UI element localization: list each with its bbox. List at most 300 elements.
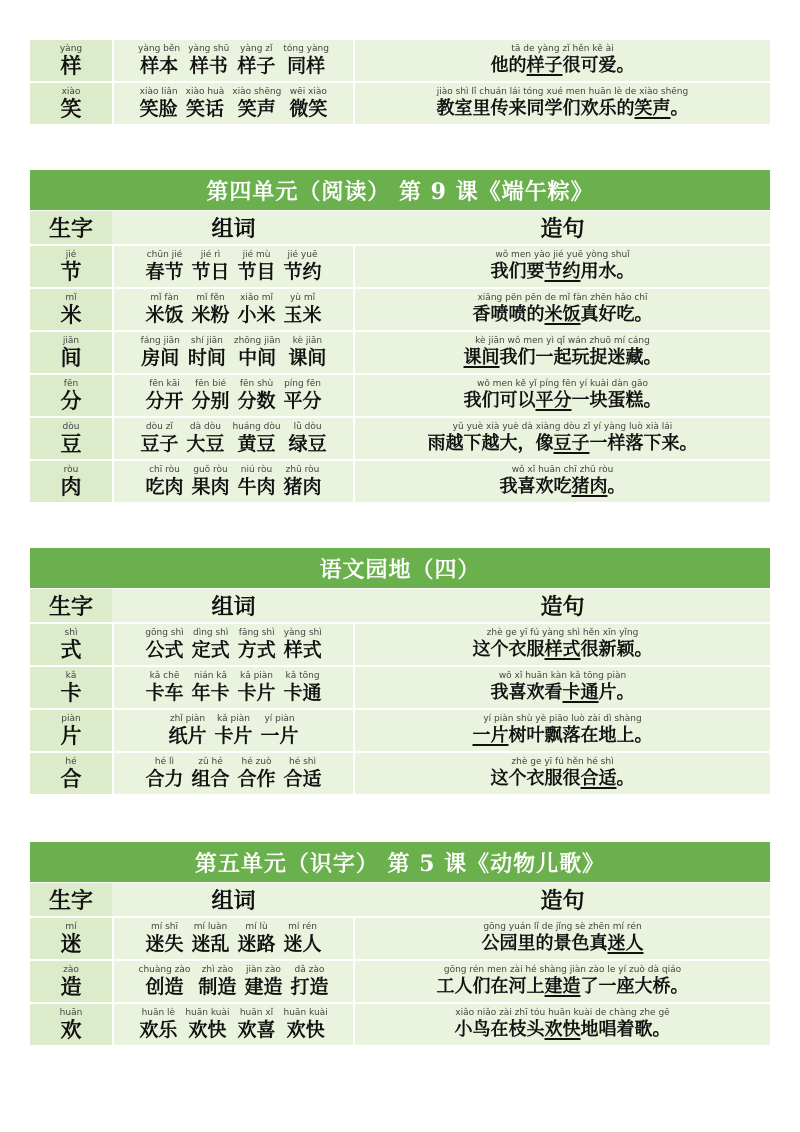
sentence [491,757,635,791]
word-text: 样书 [189,54,228,77]
sentence-cell [355,961,770,1002]
word-pinyin: hé lì [154,756,175,767]
word-text: 一片 [260,724,299,747]
sentence-cell [355,753,770,794]
word-pinyin: huáng dòu [232,421,281,432]
section-title: 第五单元（识字） 第 5 课《动物儿歌》 [30,842,770,882]
sentence-pinyin: kè jiān wǒ men yì qǐ wán zhuō mí cáng [475,335,650,346]
word-text: 节约 [283,260,322,283]
word-pinyin: yàng zǐ [240,43,273,54]
sentence-cell [355,40,770,81]
sentence-post: 我们一起玩捉迷藏。 [499,346,662,368]
word-item [191,922,229,956]
sentence-keyword: 建造 [544,975,581,997]
char-glyph: 米 [60,301,82,327]
char-pinyin: jié [65,249,77,260]
word-item [140,87,178,121]
word-pinyin: fēn bié [194,378,226,389]
word-text: 米粉 [191,303,230,326]
word-pinyin: nián kǎ [193,670,227,681]
words-cell [114,83,353,124]
sentence-pinyin: tā de yàng zǐ hěn kě ài [511,43,614,54]
word-item [185,1008,229,1042]
char-cell [30,332,112,373]
word-item [238,465,276,499]
word-pinyin: mí rén [288,921,317,932]
sentence-text [500,475,626,499]
char-pinyin: ròu [63,464,79,475]
char-cell [30,83,112,124]
word-pinyin: dòu zǐ [145,421,173,432]
word-text: 米饭 [145,303,184,326]
char-pinyin: fēn [63,378,79,389]
word-pinyin: gōng shì [145,627,184,638]
table-row [30,753,770,794]
word-text: 迷路 [237,932,276,955]
sentence-keyword: 笑声 [634,97,671,119]
sentence-text [491,260,635,284]
char-cell [30,289,112,330]
word-text: 组合 [191,767,230,790]
word-text: 时间 [187,346,226,369]
word-text: 微笑 [289,97,328,120]
word-text: 欢快 [188,1018,227,1041]
words-cell [114,918,353,959]
word-text: 方式 [237,638,276,661]
header-sentence: 造句 [540,594,585,620]
word-item [238,757,276,791]
word-pinyin: chūn jié [146,249,183,260]
word-text: 欢快 [286,1018,325,1041]
word-item [186,422,224,456]
words-cell [114,461,353,502]
char-cell [30,418,112,459]
header-char: 生字 [30,589,112,622]
word-text: 打造 [290,975,329,998]
word-text: 牛肉 [237,475,276,498]
sentence-cell [355,667,770,708]
word-pinyin: zhōng jiān [233,335,281,346]
word-item [188,336,226,370]
char-glyph: 迷 [60,930,82,956]
sentence [491,44,635,78]
word-text: 黄豆 [237,432,276,455]
word-text: 欢喜 [237,1018,276,1041]
sentence-pre: 我们要 [490,260,545,282]
sentence-keyword: 豆子 [553,432,590,454]
word-pinyin: zǔ hé [198,756,223,767]
char-pinyin: yàng [59,43,83,54]
table-row [30,961,770,1002]
sentence-pre: 公园里的景色真 [481,932,608,954]
word-text: 样子 [237,54,276,77]
word-pinyin: zhǐ piàn [169,713,206,724]
char-glyph: 样 [60,52,82,78]
table-row [30,667,770,708]
sentence-cell [355,83,770,124]
word-text: 卡通 [283,681,322,704]
sentence [464,379,662,413]
sentence-post: 很新颖。 [580,638,653,660]
word-text: 猪肉 [283,475,322,498]
sentence-pinyin: zhè ge yī fú hěn hé shì [511,756,614,767]
table-header [30,883,770,916]
char-cell [30,961,112,1002]
sentence-keyword: 欢快 [544,1018,581,1040]
sentence-cell [355,289,770,330]
word-item [186,87,225,121]
word-text: 吃肉 [145,475,184,498]
sentence-cell [355,1004,770,1045]
word-pinyin: yù mǐ [289,292,316,303]
char-cell [30,375,112,416]
sentence [428,422,698,456]
sentence-pre: 教室里传来同学们欢乐的 [436,97,635,119]
sentence [473,714,653,748]
word-text: 大豆 [186,432,225,455]
header-char: 生字 [30,211,112,244]
table-row [30,375,770,416]
words-cell [114,1004,353,1045]
words-cell [114,710,353,751]
sentence [482,922,644,956]
word-pinyin: yàng shì [283,627,322,638]
char-cell [30,667,112,708]
char-glyph: 片 [60,722,82,748]
header-sentence: 造句 [540,216,585,242]
char-pinyin: shì [64,627,78,638]
word-text: 笑脸 [139,97,178,120]
char-glyph: 造 [60,973,82,999]
char-cell [30,1004,112,1045]
sentence-keyword: 课间 [463,346,500,368]
char-pinyin: dòu [62,421,80,432]
word-text: 平分 [283,389,322,412]
word-text: 合作 [237,767,276,790]
sentence-text [473,303,653,327]
word-pinyin: fāng shì [238,627,275,638]
sentence-pinyin: xiǎo niǎo zài zhī tóu huān kuài de chàng zhe gē [455,1007,670,1018]
word-pinyin: huān lè [141,1007,176,1018]
word-text: 卡片 [237,681,276,704]
word-item [198,965,236,999]
char-pinyin: mǐ [65,292,77,303]
header-words: 组词 [211,594,256,620]
word-text: 卡车 [145,681,184,704]
char-glyph: 欢 [60,1016,82,1042]
word-item [290,965,328,999]
sentence-cell [355,418,770,459]
word-item [191,250,229,284]
char-cell [30,710,112,751]
word-pinyin: zhì zào [201,964,234,975]
word-item [261,714,299,748]
word-pinyin: yàng běn [138,43,181,54]
word-pinyin: jiàn zào [246,964,281,975]
word-item [139,965,191,999]
sentence-post: 很可爱。 [562,54,635,76]
table-row [30,1004,770,1045]
header-sentence: 造句 [540,888,585,914]
char-glyph: 间 [60,344,82,370]
word-pinyin: fáng jiān [140,335,180,346]
sentence-pinyin: wǒ xǐ huān chī zhū ròu [511,464,614,475]
sentence-cell [355,710,770,751]
word-text: 卡片 [214,724,253,747]
sentence-pinyin: gōng yuán lǐ de jǐng sè zhēn mí rén [483,921,642,932]
word-pinyin: dà dòu [189,421,221,432]
sentence-pre: 小鸟在枝头 [454,1018,545,1040]
word-text: 纸片 [168,724,207,747]
word-pinyin: huān xǐ [239,1007,274,1018]
char-cell [30,753,112,794]
word-pinyin: chuàng zào [138,964,191,975]
header-words: 组词 [211,216,256,242]
sentence-pre: 他的 [490,54,527,76]
word-text: 小米 [237,303,276,326]
word-item [284,293,322,327]
word-item [145,379,183,413]
sentence-post: 地唱着歌。 [580,1018,671,1040]
word-text: 分别 [191,389,230,412]
words-cell [114,40,353,81]
sentence-pinyin: yǔ yuè xià yuè dà xiàng dòu zǐ yí yàng luò xià lái [452,421,673,432]
char-glyph: 节 [60,258,82,284]
word-pinyin: dìng shì [192,627,229,638]
table-header [30,211,770,244]
sentence-keyword: 卡通 [562,681,599,703]
word-text: 玉米 [283,303,322,326]
word-item [191,293,229,327]
word-item [188,44,229,78]
words-cell [114,332,353,373]
sentence-text [473,638,653,662]
word-pinyin: lǜ dòu [293,421,322,432]
sentence-post: 一块蛋糕。 [571,389,662,411]
words-cell [114,418,353,459]
word-pinyin: kǎ tōng [285,670,320,681]
char-glyph: 肉 [60,473,82,499]
sentence-post: 。 [607,475,626,497]
word-item [284,250,322,284]
table-row [30,461,770,502]
word-pinyin: píng fēn [284,378,321,389]
word-item [237,44,275,78]
word-item [238,671,276,705]
word-pinyin: mǐ fěn [196,292,225,303]
word-item [214,714,252,748]
word-pinyin: xiào shēng [232,86,282,97]
sentence-keyword: 合适 [580,767,617,789]
char-cell [30,461,112,502]
word-item [238,379,276,413]
word-item [191,379,229,413]
words-cell [114,624,353,665]
word-text: 笑话 [185,97,224,120]
sentence-pinyin: gōng rén men zài hé shàng jiàn zào le yí zuò dà qiáo [443,964,682,975]
word-text: 节目 [237,260,276,283]
word-text: 合适 [283,767,322,790]
section-garden4 [30,548,770,794]
word-pinyin: kè jiān [292,335,323,346]
sentence-post: 真好吃。 [580,303,653,325]
sentence-pinyin: xiāng pēn pēn de mǐ fàn zhēn hǎo chī [477,292,648,303]
word-item [191,757,229,791]
word-item [238,628,276,662]
sentence-pre: 我喜欢吃 [499,475,572,497]
sentence-keyword: 样式 [544,638,581,660]
sentence-post: 。 [616,767,635,789]
word-item [284,1008,328,1042]
word-pinyin: xiào huà [185,86,225,97]
char-cell [30,918,112,959]
word-text: 春节 [145,260,184,283]
word-item [168,714,206,748]
sentence-pre: 工人们在河上 [436,975,545,997]
words-cell [114,753,353,794]
word-item [232,422,280,456]
table-row [30,918,770,959]
section-top [30,40,770,124]
char-pinyin: piàn [61,713,81,724]
word-item [145,465,183,499]
word-text: 房间 [141,346,180,369]
word-text: 绿豆 [288,432,327,455]
section-unit5 [30,842,770,1045]
sentence-text [491,681,635,705]
sentence-post: 了一座大桥。 [580,975,689,997]
sentence-pinyin: zhè ge yī fú yàng shì hěn xīn yǐng [486,627,639,638]
table-row [30,710,770,751]
char-pinyin: kǎ [65,670,77,681]
word-pinyin: mí shī [150,921,178,932]
word-item [284,465,322,499]
sentence [473,628,653,662]
word-text: 节日 [191,260,230,283]
sentence [455,1008,671,1042]
sentence-text [464,389,662,413]
sentence-pre: 香喷喷的 [472,303,545,325]
word-text: 欢乐 [139,1018,178,1041]
word-item [145,250,183,284]
word-text: 分开 [145,389,184,412]
word-pinyin: kǎ chē [149,670,180,681]
word-pinyin: yí piàn [264,713,295,724]
word-text: 笑声 [237,97,276,120]
header-words: 组词 [211,888,256,914]
sentence-post: 。 [670,97,689,119]
word-item [141,336,180,370]
word-item [192,628,230,662]
sentence-keyword: 一片 [472,724,509,746]
word-pinyin: kǎ piàn [239,670,274,681]
word-pinyin: guǒ ròu [193,464,228,475]
sentence-pre: 这个衣服很 [490,767,581,789]
word-pinyin: huān kuài [283,1007,328,1018]
section-title: 第四单元（阅读） 第 9 课《端午粽》 [30,170,770,210]
word-item [238,922,276,956]
word-text: 分数 [237,389,276,412]
word-item [145,922,183,956]
word-pinyin: huān kuài [185,1007,230,1018]
word-text: 定式 [191,638,230,661]
word-text: 果肉 [191,475,230,498]
char-pinyin: xiào [61,86,81,97]
section-unit4 [30,170,770,502]
sentence-cell [355,246,770,287]
words-cell [114,375,353,416]
word-pinyin: hé shì [289,756,317,767]
word-pinyin: mǐ fàn [150,292,179,303]
word-item [238,1008,276,1042]
word-text: 豆子 [140,432,179,455]
sentence-cell [355,332,770,373]
word-item [284,757,322,791]
word-text: 迷失 [145,932,184,955]
word-text: 迷人 [283,932,322,955]
word-item [138,44,180,78]
word-item [238,293,276,327]
word-item [232,87,281,121]
word-item [284,379,322,413]
sentence-pinyin: wǒ men kě yǐ píng fēn yí kuài dàn gāo [476,378,649,389]
char-glyph: 合 [60,765,82,791]
char-cell [30,624,112,665]
word-pinyin: mí luàn [193,921,228,932]
sentence-post: 片。 [598,681,635,703]
word-pinyin: kǎ piàn [216,713,250,724]
sentence-text [491,767,635,791]
word-pinyin: jié yuē [287,249,318,260]
table-row [30,418,770,459]
sentence-pre: 这个衣服 [472,638,545,660]
word-item [139,1008,177,1042]
sentence-keyword: 米饭 [544,303,581,325]
sentence-text [482,932,644,956]
word-text: 中间 [238,346,277,369]
word-item [284,922,322,956]
word-text: 样本 [140,54,179,77]
word-pinyin: shí jiān [190,335,223,346]
sentence-post: 用水。 [580,260,635,282]
table-header [30,589,770,622]
word-item [191,465,229,499]
word-text: 制造 [198,975,237,998]
char-pinyin: jiān [62,335,80,346]
sentence-text [437,97,689,121]
word-item [238,250,276,284]
sentence [437,87,689,121]
word-pinyin: niú ròu [240,464,273,475]
word-pinyin: fēn kāi [149,378,180,389]
words-cell [114,961,353,1002]
words-cell [114,667,353,708]
sentence-keyword: 迷人 [607,932,644,954]
sentence-post: 一样落下来。 [589,432,698,454]
word-item [191,671,229,705]
word-pinyin: wēi xiào [289,86,327,97]
sentence-post: 树叶飘落在地上。 [508,724,653,746]
word-item [283,44,329,78]
char-glyph: 分 [60,387,82,413]
table-row [30,40,770,81]
char-glyph: 豆 [60,430,82,456]
word-item [288,336,326,370]
word-item [284,628,322,662]
word-item [289,422,327,456]
word-pinyin: mí lù [245,921,268,932]
sentence-keyword: 节约 [544,260,581,282]
